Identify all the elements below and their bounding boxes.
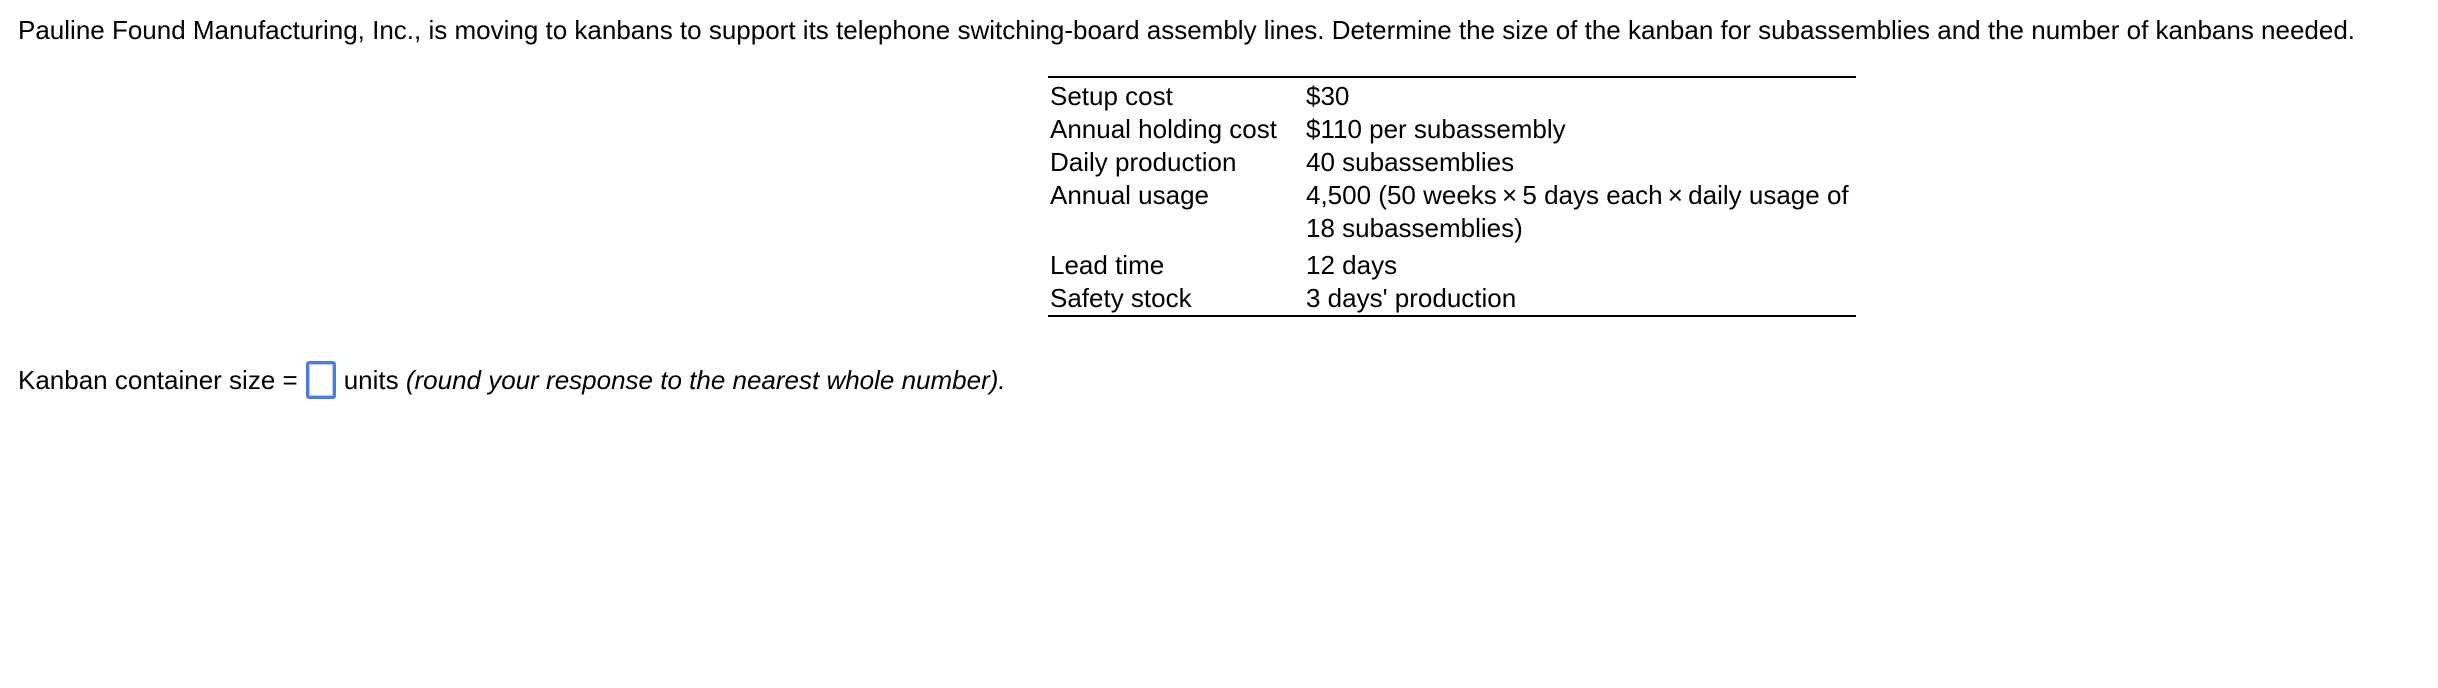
row-label: Lead time bbox=[1050, 250, 1165, 280]
table-row bbox=[1048, 146, 1856, 179]
table-row bbox=[1048, 282, 1856, 316]
row-label: Daily production bbox=[1050, 147, 1237, 177]
answer-line bbox=[18, 358, 1006, 402]
row-value: $30 bbox=[1306, 81, 1350, 111]
rounding-hint: (round your response to the nearest whole number). bbox=[405, 365, 1006, 395]
row-label: Setup cost bbox=[1050, 81, 1173, 111]
row-label: Annual holding cost bbox=[1050, 114, 1277, 144]
row-label: Safety stock bbox=[1050, 283, 1192, 313]
row-label: Annual usage bbox=[1050, 180, 1210, 210]
table-row bbox=[1048, 77, 1856, 113]
answer-prefix: Kanban container size = bbox=[18, 365, 298, 395]
table-row bbox=[1048, 245, 1856, 282]
row-value: 3 days' production bbox=[1306, 283, 1517, 313]
row-value: 4,500 (50 weeks × 5 days each × daily usage of 18 subassemblies) bbox=[1306, 180, 1849, 243]
row-value: $110 per subassembly bbox=[1306, 114, 1566, 144]
units-label: units bbox=[343, 365, 399, 395]
given-data-table bbox=[1048, 76, 1856, 317]
problem-statement: Pauline Found Manufacturing, Inc., is moving to kanbans to support its telephone switching-board assembly lines. Determine the size of the kanban for subassemblies and the number of kanbans needed. bbox=[18, 15, 2356, 45]
table-row bbox=[1048, 179, 1856, 245]
kanban-size-input[interactable] bbox=[306, 361, 336, 399]
table-row bbox=[1048, 113, 1856, 146]
row-value: 40 subassemblies bbox=[1306, 147, 1515, 177]
row-value: 12 days bbox=[1306, 250, 1398, 280]
